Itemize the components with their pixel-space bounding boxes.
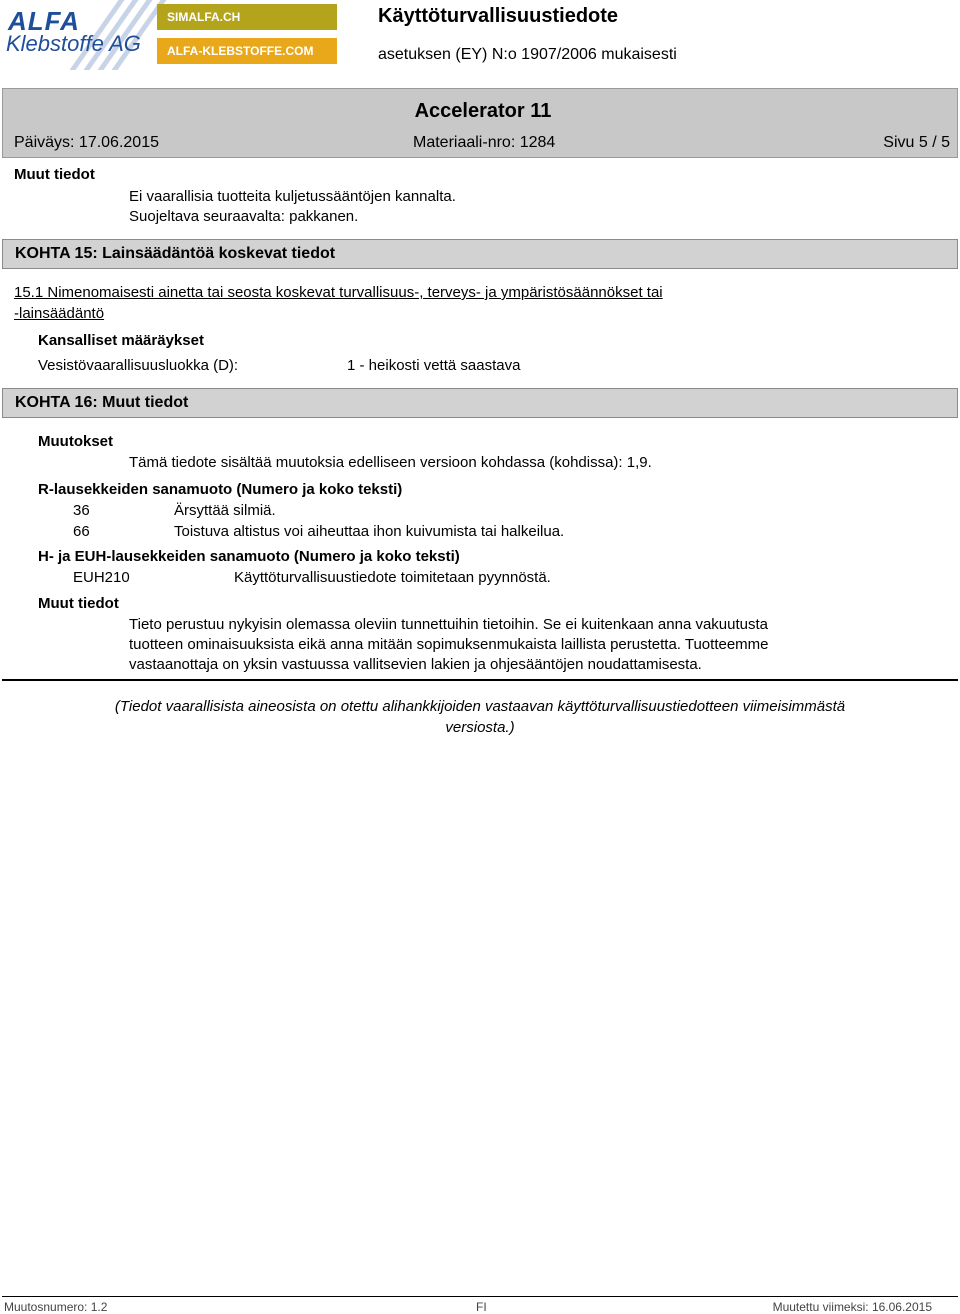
other-info-label: Muut tiedot — [14, 166, 95, 183]
last-modified: Muutettu viimeksi: 16.06.2015 — [772, 1300, 932, 1314]
r-phrase-code: 36 — [73, 502, 90, 519]
h-phrase-text: Käyttöturvallisuustiedote toimitetaan pyynnöstä. — [234, 569, 551, 586]
footer-divider — [2, 1296, 958, 1297]
changes-label: Muutokset — [38, 433, 113, 450]
changes-text: Tämä tiedote sisältää muutoksia edelliseen versioon kohdassa (kohdissa): 1,9. — [129, 454, 652, 471]
material-number: Materiaali-nro: 1284 — [413, 134, 556, 151]
simalfa-banner: SIMALFA.CH — [157, 4, 337, 30]
alfa-klebstoffe-banner: ALFA-KLEBSTOFFE.COM — [157, 38, 337, 64]
other-info-16-line2: tuotteen ominaisuuksista eikä anna mitään sopimuksenmukaista laillista perustetta. Tuotteemme — [129, 636, 769, 653]
document-subtitle: asetuksen (EY) N:o 1907/2006 mukaisesti — [378, 46, 677, 63]
national-regulations-label: Kansalliset määräykset — [38, 332, 204, 349]
divider-line — [2, 679, 958, 681]
date-label: Päiväys: 17.06.2015 — [14, 134, 159, 151]
water-hazard-label: Vesistövaarallisuusluokka (D): — [38, 357, 239, 374]
product-name: Accelerator 11 — [414, 100, 552, 122]
water-hazard-value: 1 - heikosti vettä saastava — [347, 357, 521, 374]
transport-info-text: Ei vaarallisia tuotteita kuljetussääntöjen kannalta. — [129, 188, 456, 205]
page-number: Sivu 5 / 5 — [883, 134, 950, 151]
footnote-line1: (Tiedot vaarallisista aineosista on otettu alihankkijoiden vastaavan käyttöturvallisuustiedotteen viimeisimmästä — [114, 698, 846, 715]
r-phrases-title: R-lausekkeiden sanamuoto (Numero ja koko teksti) — [38, 481, 403, 498]
company-logo — [4, 4, 152, 64]
section-15-1-title-line2: -lainsäädäntö — [14, 305, 105, 322]
logo-text-alfa: ALFA — [8, 6, 80, 36]
section-15-1-title-line1: 15.1 Nimenomaisesti ainetta tai seosta koskevat turvallisuus-, terveys- ja ympäristösäännökset tai — [14, 284, 663, 301]
h-phrases-title: H- ja EUH-lausekkeiden sanamuoto (Numero ja koko teksti) — [38, 548, 460, 565]
revision-number: Muutosnumero: 1.2 — [4, 1300, 108, 1314]
other-info-16-line1: Tieto perustuu nykyisin olemassa oleviin tunnettuihin tietoihin. Se ei kuitenkaan anna vakuutusta — [129, 616, 769, 633]
section-15-header: KOHTA 15: Lainsäädäntöä koskevat tiedot — [2, 239, 958, 269]
document-title: Käyttöturvallisuustiedote — [378, 5, 619, 27]
section-16-header: KOHTA 16: Muut tiedot — [2, 388, 958, 418]
protect-info-text: Suojeltava seuraavalta: pakkanen. — [129, 208, 359, 225]
other-info-16-line3: vastaanottaja on yksin vastuussa vallitsevien lakien ja ohjesääntöjen noudattamisesta. — [129, 656, 702, 673]
r-phrase-text: Ärsyttää silmiä. — [174, 502, 276, 519]
r-phrase-code: 66 — [73, 523, 90, 540]
footnote-line2: versiosta.) — [445, 719, 515, 736]
logo-text-klebstoffe: Klebstoffe AG — [6, 31, 141, 56]
language-code: FI — [476, 1300, 487, 1314]
r-phrase-text: Toistuva altistus voi aiheuttaa ihon kuivumista tai halkeilua. — [174, 523, 565, 540]
other-info-16-label: Muut tiedot — [38, 595, 119, 612]
h-phrase-code: EUH210 — [73, 569, 130, 586]
